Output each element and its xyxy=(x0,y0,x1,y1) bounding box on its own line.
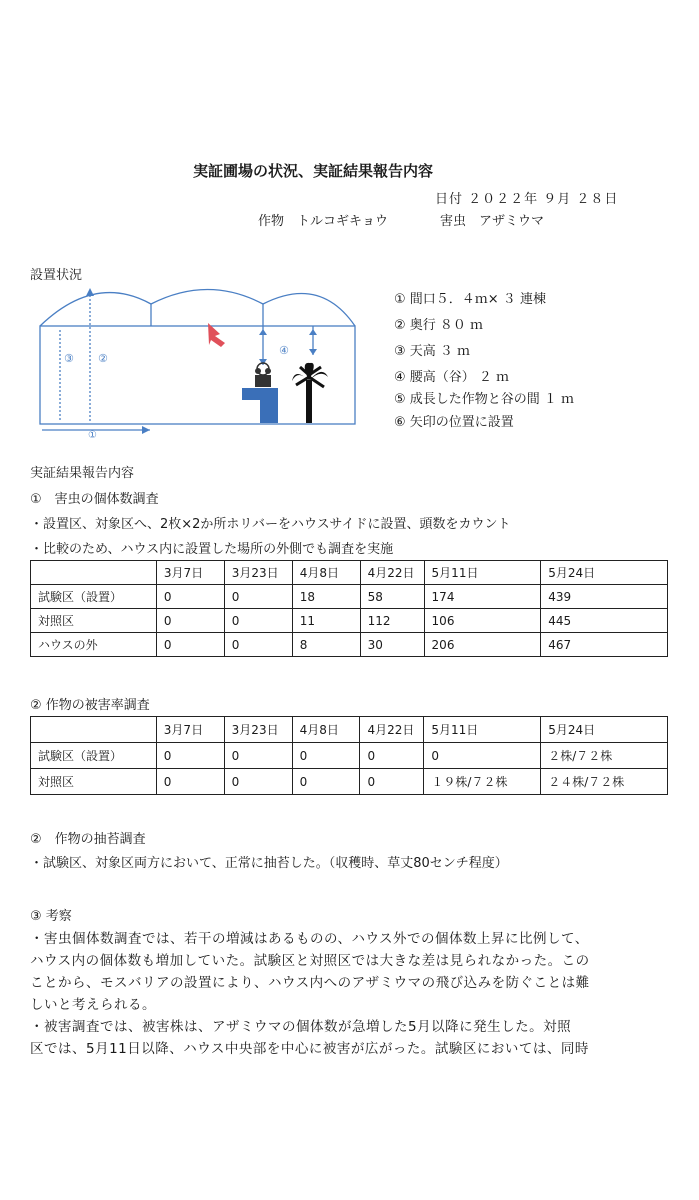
table-cell: 0 xyxy=(224,743,292,769)
table-header: 3月23日 xyxy=(224,717,292,743)
section1-title: ① 害虫の個体数調査 xyxy=(30,492,159,507)
table-cell xyxy=(31,717,157,743)
greenhouse-diagram xyxy=(30,285,370,440)
row-label: 試験区（設置） xyxy=(31,743,157,769)
install-item-2: ② 奥行 ８０ ｍ xyxy=(394,318,484,333)
table-cell: 0 xyxy=(360,743,424,769)
table-cell: 112 xyxy=(360,609,424,633)
table-cell: 467 xyxy=(541,633,668,657)
table-header: 5月24日 xyxy=(541,717,668,743)
table-cell: １９株/７２株 xyxy=(424,769,541,795)
discussion-line: ハウス内の個体数も増加していた。試験区と対照区では大きな差は見られなかった。この xyxy=(30,953,590,969)
table-cell: 439 xyxy=(541,585,668,609)
discussion-text xyxy=(30,928,630,1060)
diagram-label-1: ① xyxy=(88,430,97,441)
section3-title: ② 作物の抽苔調査 xyxy=(30,832,146,847)
install-item-3: ③ 天高 ３ ｍ xyxy=(394,344,471,359)
discussion-line: 区では、5月11日以降、ハウス中央部を中心に被害が広がった。試験区においては、同時 xyxy=(30,1041,589,1057)
table-header: 4月8日 xyxy=(292,717,360,743)
table-header: 3月7日 xyxy=(156,717,224,743)
report-date: 日付 ２０２２年 ９月 ２８日 xyxy=(435,192,619,207)
table-row xyxy=(31,585,668,609)
discussion-line: ・害虫個体数調査では、若干の増減はあるものの、ハウス外での個体数上昇に比例して、 xyxy=(30,931,589,947)
diagram-label-3: ③ xyxy=(64,352,74,365)
table-header-row xyxy=(31,717,668,743)
table-header: 5月11日 xyxy=(424,717,541,743)
table-header: 5月11日 xyxy=(424,561,541,585)
table-header: 3月23日 xyxy=(224,561,292,585)
table-cell: 0 xyxy=(156,769,224,795)
table-cell: ２４株/７２株 xyxy=(541,769,668,795)
section1-bullet-1: ・設置区、対象区へ、2枚×2か所ホリバーをハウスサイドに設置、頭数をカウント xyxy=(30,517,511,532)
table-header: 3月7日 xyxy=(156,561,224,585)
table-cell: 0 xyxy=(156,743,224,769)
table-cell: 8 xyxy=(292,633,360,657)
table-cell: 206 xyxy=(424,633,541,657)
table-header: 5月24日 xyxy=(541,561,668,585)
section4-title: ③ 考察 xyxy=(30,909,72,924)
install-heading: 設置状況 xyxy=(30,268,83,283)
table-cell: 0 xyxy=(224,633,292,657)
table-cell: 174 xyxy=(424,585,541,609)
table-row xyxy=(31,609,668,633)
row-label: 対照区 xyxy=(31,769,157,795)
section2-title: ② 作物の被害率調査 xyxy=(30,698,150,713)
results-heading: 実証結果報告内容 xyxy=(30,466,135,481)
table-cell: 0 xyxy=(224,769,292,795)
table-cell: 0 xyxy=(424,743,541,769)
table-cell: 58 xyxy=(360,585,424,609)
crop-label: 作物 トルコギキョウ xyxy=(258,214,389,229)
table-cell: 0 xyxy=(224,609,292,633)
table-cell: 0 xyxy=(156,609,224,633)
row-label: 試験区（設置） xyxy=(31,585,157,609)
table-cell: 0 xyxy=(156,585,224,609)
table-cell: 30 xyxy=(360,633,424,657)
table-cell: 0 xyxy=(292,769,360,795)
table-cell: 0 xyxy=(156,633,224,657)
table-cell: 11 xyxy=(292,609,360,633)
table-cell: 106 xyxy=(424,609,541,633)
table-header-row xyxy=(31,561,668,585)
page-title: 実証圃場の状況、実証結果報告内容 xyxy=(193,162,434,180)
table-row xyxy=(31,769,668,795)
discussion-line: しいと考えられる。 xyxy=(30,997,156,1013)
pest-count-table xyxy=(30,560,668,657)
pest-label: 害虫 アザミウマ xyxy=(440,214,545,229)
section1-bullet-2: ・比較のため、ハウス内に設置した場所の外側でも調査を実施 xyxy=(30,542,394,557)
install-item-4: ④ 腰高（谷） ２ ｍ xyxy=(394,370,510,385)
discussion-line: ことから、モスバリアの設置により、ハウス内へのアザミウマの飛び込みを防ぐことは難 xyxy=(30,975,590,991)
table-header: 4月8日 xyxy=(292,561,360,585)
table-cell: 18 xyxy=(292,585,360,609)
section3-text: ・試験区、対象区両方において、正常に抽苔した。（収穫時、草丈80センチ程度） xyxy=(30,856,508,871)
table-cell: 0 xyxy=(360,769,424,795)
row-label: ハウスの外 xyxy=(31,633,157,657)
install-item-1: ① 間口５．４ｍ× ３ 連棟 xyxy=(394,292,546,307)
damage-rate-table xyxy=(30,716,668,795)
table-row xyxy=(31,743,668,769)
table-header: 4月22日 xyxy=(360,561,424,585)
diagram-label-4: ④ xyxy=(279,344,289,357)
table-cell xyxy=(31,561,157,585)
table-cell: ２株/７２株 xyxy=(541,743,668,769)
discussion-line: ・被害調査では、被害株は、アザミウマの個体数が急増した5月以降に発生した。対照 xyxy=(30,1019,572,1035)
diagram-label-2: ② xyxy=(98,352,108,365)
table-header: 4月22日 xyxy=(360,717,424,743)
table-row xyxy=(31,633,668,657)
install-item-5: ⑤ 成長した作物と谷の間 １ ｍ xyxy=(394,392,575,407)
table-cell: 0 xyxy=(292,743,360,769)
table-cell: 445 xyxy=(541,609,668,633)
row-label: 対照区 xyxy=(31,609,157,633)
table-cell: 0 xyxy=(224,585,292,609)
install-item-6: ⑥ 矢印の位置に設置 xyxy=(394,415,514,430)
